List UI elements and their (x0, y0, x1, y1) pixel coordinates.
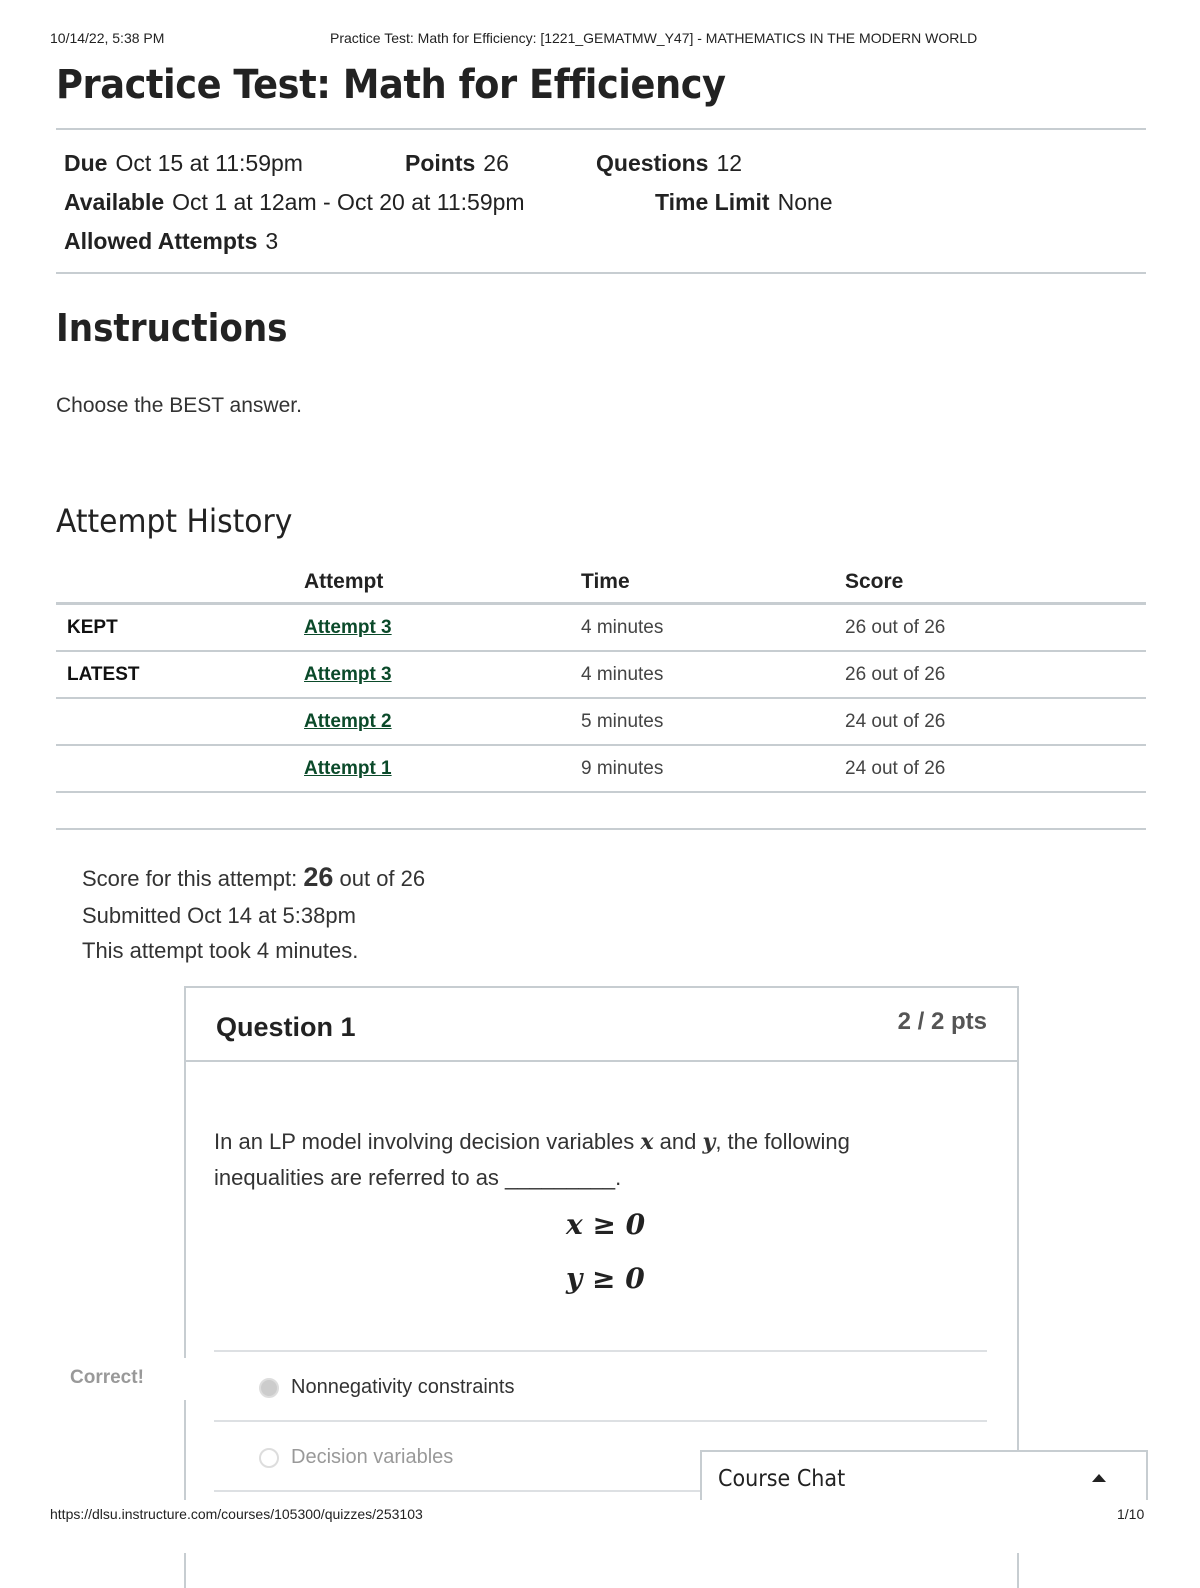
divider (56, 272, 1146, 274)
attempt-cell (304, 604, 581, 652)
radio-icon[interactable] (259, 1448, 279, 1468)
answer-label: Nonnegativity constraints (291, 1376, 515, 1398)
footer-url: https://dlsu.instructure.com/courses/105300/quizzes/253103 (50, 1506, 423, 1522)
footer-page: 1/10 (1117, 1506, 1145, 1522)
score-value: 26 (303, 862, 334, 892)
question-text-a: In an LP model involving decision variables (214, 1129, 635, 1154)
answer-label: Decision variables (291, 1446, 454, 1468)
attempt-history-table (56, 562, 1146, 793)
questions-label: Questions (596, 150, 709, 176)
row-label (56, 698, 304, 745)
available-value: Oct 1 at 12am - Oct 20 at 11:59pm (172, 189, 525, 215)
score-cell: 24 out of 26 (845, 745, 1146, 792)
attempts-label: Allowed Attempts (64, 228, 258, 254)
attempt-cell (304, 651, 581, 698)
attempts-info (64, 228, 278, 255)
equation-x: x ≥ 0 (566, 1208, 646, 1241)
attempt-cell (304, 698, 581, 745)
question-text (214, 1124, 934, 1195)
answer-option[interactable] (259, 1376, 514, 1399)
time-limit-label: Time Limit (655, 189, 770, 215)
points-label: Points (405, 150, 476, 176)
attempt-duration: This attempt took 4 minutes. (82, 938, 359, 963)
border-gap (180, 1358, 190, 1400)
var-x: x (640, 1129, 654, 1155)
question-text-b: , the following inequalities are referred to as _________. (214, 1129, 850, 1190)
attempt-link[interactable]: Attempt 3 (304, 616, 392, 638)
table-row (56, 698, 1146, 745)
score-cell: 26 out of 26 (845, 604, 1146, 652)
col-label (56, 562, 304, 604)
questions-info (596, 150, 742, 177)
available-label: Available (64, 189, 165, 215)
question-header (186, 988, 1017, 1062)
attempt-link[interactable]: Attempt 1 (304, 757, 392, 779)
row-label (56, 745, 304, 792)
divider (56, 828, 1146, 830)
submitted-text: Submitted Oct 14 at 5:38pm (82, 903, 356, 928)
question-and: and (659, 1129, 697, 1154)
score-cell: 24 out of 26 (845, 698, 1146, 745)
due-info (64, 150, 303, 177)
points-value: 26 (483, 150, 509, 176)
time-cell: 5 minutes (581, 698, 845, 745)
divider (214, 1350, 987, 1352)
row-label: LATEST (56, 651, 304, 698)
score-suffix: out of 26 (339, 866, 426, 891)
score-summary (82, 862, 425, 893)
due-value: Oct 15 at 11:59pm (115, 150, 303, 176)
attempt-cell (304, 745, 581, 792)
attempts-value: 3 (265, 228, 279, 254)
attempt-history-heading: Attempt History (56, 502, 293, 540)
equation-y: y ≥ 0 (566, 1262, 645, 1295)
radio-selected-icon[interactable] (259, 1378, 279, 1398)
due-label: Due (64, 150, 108, 176)
caret-up-icon[interactable] (1092, 1474, 1106, 1482)
correct-label: Correct! (70, 1367, 144, 1388)
attempt-link[interactable]: Attempt 2 (304, 710, 392, 732)
time-limit-info (655, 189, 833, 216)
instructions-heading: Instructions (56, 306, 288, 350)
score-prefix: Score for this attempt: (82, 866, 298, 891)
print-datetime: 10/14/22, 5:38 PM (50, 30, 165, 46)
time-cell: 9 minutes (581, 745, 845, 792)
points-info (405, 150, 509, 177)
question-title: Question 1 (216, 1012, 356, 1042)
questions-value: 12 (716, 150, 743, 176)
table-row (56, 651, 1146, 698)
attempt-link[interactable]: Attempt 3 (304, 663, 392, 685)
var-y: y (702, 1129, 716, 1155)
col-attempt: Attempt (304, 562, 581, 604)
table-header-row (56, 562, 1146, 604)
page-title: Practice Test: Math for Efficiency (56, 62, 726, 108)
score-cell: 26 out of 26 (845, 651, 1146, 698)
print-page-title: Practice Test: Math for Efficiency: [1221_GEMATMW_Y47] - MATHEMATICS IN THE MODERN WORLD (330, 30, 978, 46)
time-limit-value: None (777, 189, 833, 215)
col-score: Score (845, 562, 1146, 604)
course-chat-label: Course Chat (718, 1466, 846, 1492)
time-cell: 4 minutes (581, 651, 845, 698)
available-info (64, 189, 525, 216)
divider (56, 128, 1146, 130)
table-row (56, 745, 1146, 792)
row-label: KEPT (56, 604, 304, 652)
table-row (56, 604, 1146, 652)
question-points: 2 / 2 pts (897, 1008, 987, 1035)
instructions-text: Choose the BEST answer. (56, 394, 302, 417)
divider (214, 1420, 987, 1422)
col-time: Time (581, 562, 845, 604)
time-cell: 4 minutes (581, 604, 845, 652)
answer-option[interactable] (259, 1446, 453, 1469)
